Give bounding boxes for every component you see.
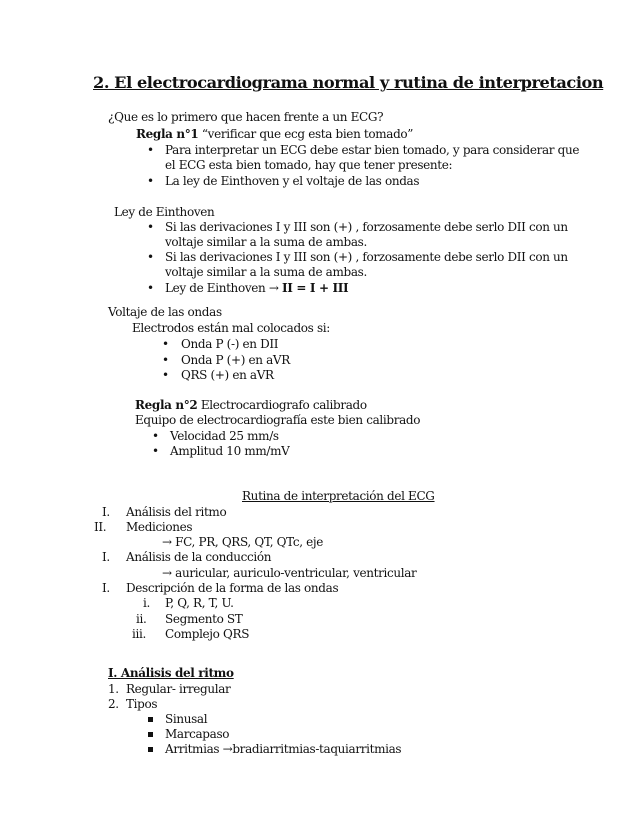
analisis-num-1: 1. [108,682,119,696]
rule2-bullet-1: Velocidad 25 mm/s [170,429,279,443]
bullet-marker: • [162,337,170,351]
bullet-marker: • [152,444,160,458]
tipo-3: Arritmias →bradiarritmias-taquiarritmias [165,742,402,756]
sub-item-2: Segmento ST [165,612,243,626]
sub-item-3: Complejo QRS [165,627,250,641]
sub-num-1: i. [143,596,150,610]
bullet-marker: • [147,143,155,157]
voltaje-heading: Voltaje de las ondas [108,305,222,319]
sub-num-3: iii. [132,627,146,641]
rutina-num-3: I. [102,550,110,564]
rule2-line [135,398,367,413]
analisis-item-2: Tipos [126,697,158,711]
rutina-num-4: I. [102,581,110,595]
square-bullet [148,732,153,737]
tipo-1: Sinusal [165,712,208,726]
einthoven-bullet-2-line-2: voltaje similar a la suma de ambas. [165,265,367,279]
einthoven-bullet-1-line-2: voltaje similar a la suma de ambas. [165,235,367,249]
intro-bullet-2: La ley de Einthoven y el voltaje de las ondas [165,174,420,188]
conduccion-detail: → auricular, auriculo-ventricular, ventricular [162,566,417,580]
rule2-sub: Equipo de electrocardiografía este bien calibrado [135,413,421,427]
voltaje-bullet-3: QRS (+) en aVR [181,368,274,382]
bullet-marker: • [147,250,155,264]
rutina-heading: Rutina de interpretación del ECG [242,489,435,503]
bullet-marker: • [147,174,155,188]
rutina-num-1: I. [102,505,110,519]
rule2-bullet-2: Amplitud 10 mm/mV [170,444,290,458]
square-bullet [148,747,153,752]
einthoven-law [165,281,348,296]
analisis-num-2: 2. [108,697,119,711]
einthoven-bullet-1-line-1: Si las derivaciones I y III son (+) , forzosamente debe serlo DII con un [165,220,568,234]
rule1-line [136,127,413,142]
rule2-label: Regla n°2 [135,398,198,412]
tipo-2: Marcapaso [165,727,230,741]
square-bullet [148,717,153,722]
rule2-text: Electrocardiografo calibrado [197,398,367,412]
voltaje-sub: Electrodos están mal colocados si: [132,321,330,335]
mediciones-detail: → FC, PR, QRS, QT, QTc, eje [162,535,324,549]
einthoven-bullet-2-line-1: Si las derivaciones I y III son (+) , forzosamente debe serlo DII con un [165,250,568,264]
bullet-marker: • [162,368,170,382]
analisis-item-1: Regular- irregular [126,682,231,696]
document-title: 2. El electrocardiograma normal y rutina de interpretacion [93,73,604,92]
bullet-marker: • [147,220,155,234]
sub-item-1: P, Q, R, T, U. [165,596,234,610]
rutina-num-2: II. [94,520,107,534]
rule1-text: “verificar que ecg esta bien tomado” [198,127,414,141]
einthoven-heading: Ley de Einthoven [114,205,215,219]
voltaje-bullet-1: Onda P (-) en DII [181,337,279,351]
analisis-heading: I. Análisis del ritmo [108,666,234,680]
rutina-item-3: Análisis de la conducción [126,550,272,564]
rutina-item-4: Descripción de la forma de las ondas [126,581,339,595]
voltaje-bullet-2: Onda P (+) en aVR [181,353,290,367]
bullet-marker: • [152,429,160,443]
rutina-item-2: Mediciones [126,520,193,534]
sub-num-2: ii. [136,612,147,626]
bullet-marker: • [147,281,155,295]
einthoven-law-prefix: Ley de Einthoven → [165,281,283,295]
rule1-label: Regla n°1 [136,127,199,141]
intro-bullet-1-line-2: el ECG esta bien tomado, hay que tener presente: [165,158,453,172]
intro-question: ¿Que es lo primero que hacen frente a un ECG? [108,110,384,124]
rutina-item-1: Análisis del ritmo [126,505,227,519]
einthoven-law-formula: II = I + III [282,281,349,295]
intro-bullet-1-line-1: Para interpretar un ECG debe estar bien tomado, y para considerar que [165,143,580,157]
bullet-marker: • [162,353,170,367]
